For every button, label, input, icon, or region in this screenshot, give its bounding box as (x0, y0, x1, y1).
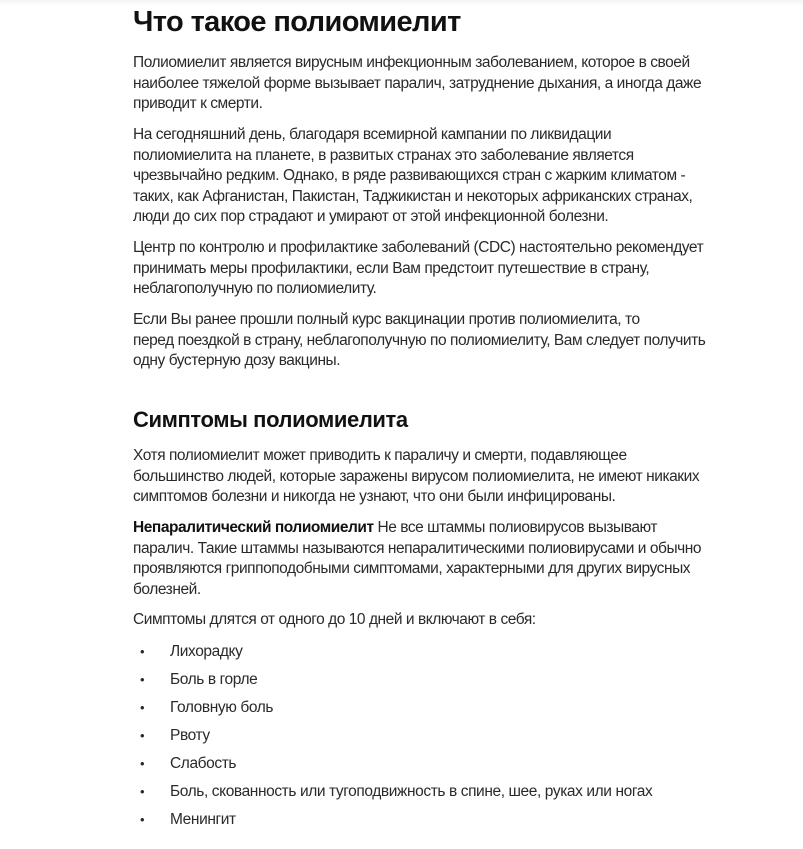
list-item (140, 642, 242, 662)
section-title-what-is-polio: Что такое полиомиелит (133, 6, 461, 38)
text-line: перед поездкой в страну, неблагополучную по полиомиелиту, Вам следует получить (133, 331, 706, 349)
list-item-text: Головную боль (170, 699, 274, 716)
list-item (140, 670, 257, 690)
list-item (140, 726, 210, 746)
list-item (140, 810, 236, 830)
text-line: полиомиелита на планете, в развитых странах это заболевание является (133, 146, 634, 164)
list-item (140, 754, 236, 774)
text-line: Если Вы ранее прошли полный курс вакцинации против полиомиелита, то (133, 311, 640, 328)
paragraph-symptoms-intro (133, 446, 699, 508)
bullet-icon: • (140, 672, 145, 687)
text-line: неблагополучную по полиомиелиту. (133, 280, 377, 298)
text-line: Хотя полиомиелит может приводить к параличу и смерти, подавляющее (133, 447, 627, 464)
text-line: наиболее тяжелой форме вызывает паралич, затруднение дыхания, а иногда даже (133, 74, 702, 92)
text-line: большинство людей, которые заражены вирусом полиомиелита, не имеют никаких (133, 467, 700, 485)
paragraph-2 (133, 125, 692, 228)
bullet-icon: • (140, 728, 145, 743)
list-item-text: Лихорадку (170, 643, 243, 660)
text-line: паралич. Такие штаммы называются непаралитическими полиовирусами и обычно (133, 539, 702, 557)
paragraph-1 (133, 53, 701, 115)
text-line: одну бустерную дозу вакцины. (133, 352, 341, 370)
bullet-icon: • (140, 784, 145, 799)
nonparalytic-term: Непаралитический полиомиелит (133, 519, 374, 536)
text-line: симптомов болезни и никогда не узнают, что они были инфицированы. (133, 488, 616, 506)
bullet-icon: • (140, 644, 145, 659)
text-line: таких, как Афганистан, Пакистан, Таджикистан и некоторых африканских странах, (133, 187, 693, 205)
text-line: На сегодняшний день, благодаря всемирной кампании по ликвидации (133, 126, 612, 143)
bullet-icon: • (140, 756, 145, 771)
text-line: чрезвычайно редким. Однако, в ряде развивающихся стран с жарким климатом - (133, 167, 686, 185)
text-line: приводит к смерти. (133, 95, 263, 113)
text-line: принимать меры профилактики, если Вам предстоит путешествие в страну, (133, 259, 650, 277)
text-line: Не все штаммы полиовирусов вызывают (373, 519, 657, 536)
list-item (140, 698, 273, 718)
paragraph-nonparalytic (133, 518, 701, 600)
list-item (140, 782, 652, 802)
list-item-text: Боль, скованность или тугоподвижность в спине, шее, руках или ногах (170, 783, 653, 800)
text-line: проявляются гриппоподобными симптомами, характерными для других вирусных (133, 560, 691, 578)
list-item-text: Боль в горле (170, 671, 258, 688)
section-title-symptoms: Симптомы полиомиелита (133, 407, 408, 432)
list-item-text: Рвоту (170, 727, 210, 744)
text-line: Полиомиелит является вирусным инфекционным заболеванием, которое в своей (133, 54, 690, 71)
list-item-text: Менингит (170, 811, 236, 828)
text-line: Центр по контролю и профилактике заболеваний (CDC) настоятельно рекомендует (133, 239, 704, 256)
text-line: люди до сих пор страдают и умирают от этой инфекционной болезни. (133, 208, 609, 226)
bullet-icon: • (140, 700, 145, 715)
text-line: Симптомы длятся от одного до 10 дней и включают в себя: (133, 611, 536, 628)
list-item-text: Слабость (170, 755, 237, 772)
paragraph-3 (133, 238, 703, 300)
text-line: болезней. (133, 580, 201, 598)
bullet-icon: • (140, 812, 145, 827)
paragraph-symptoms-duration (133, 610, 536, 631)
paragraph-4 (133, 310, 705, 372)
